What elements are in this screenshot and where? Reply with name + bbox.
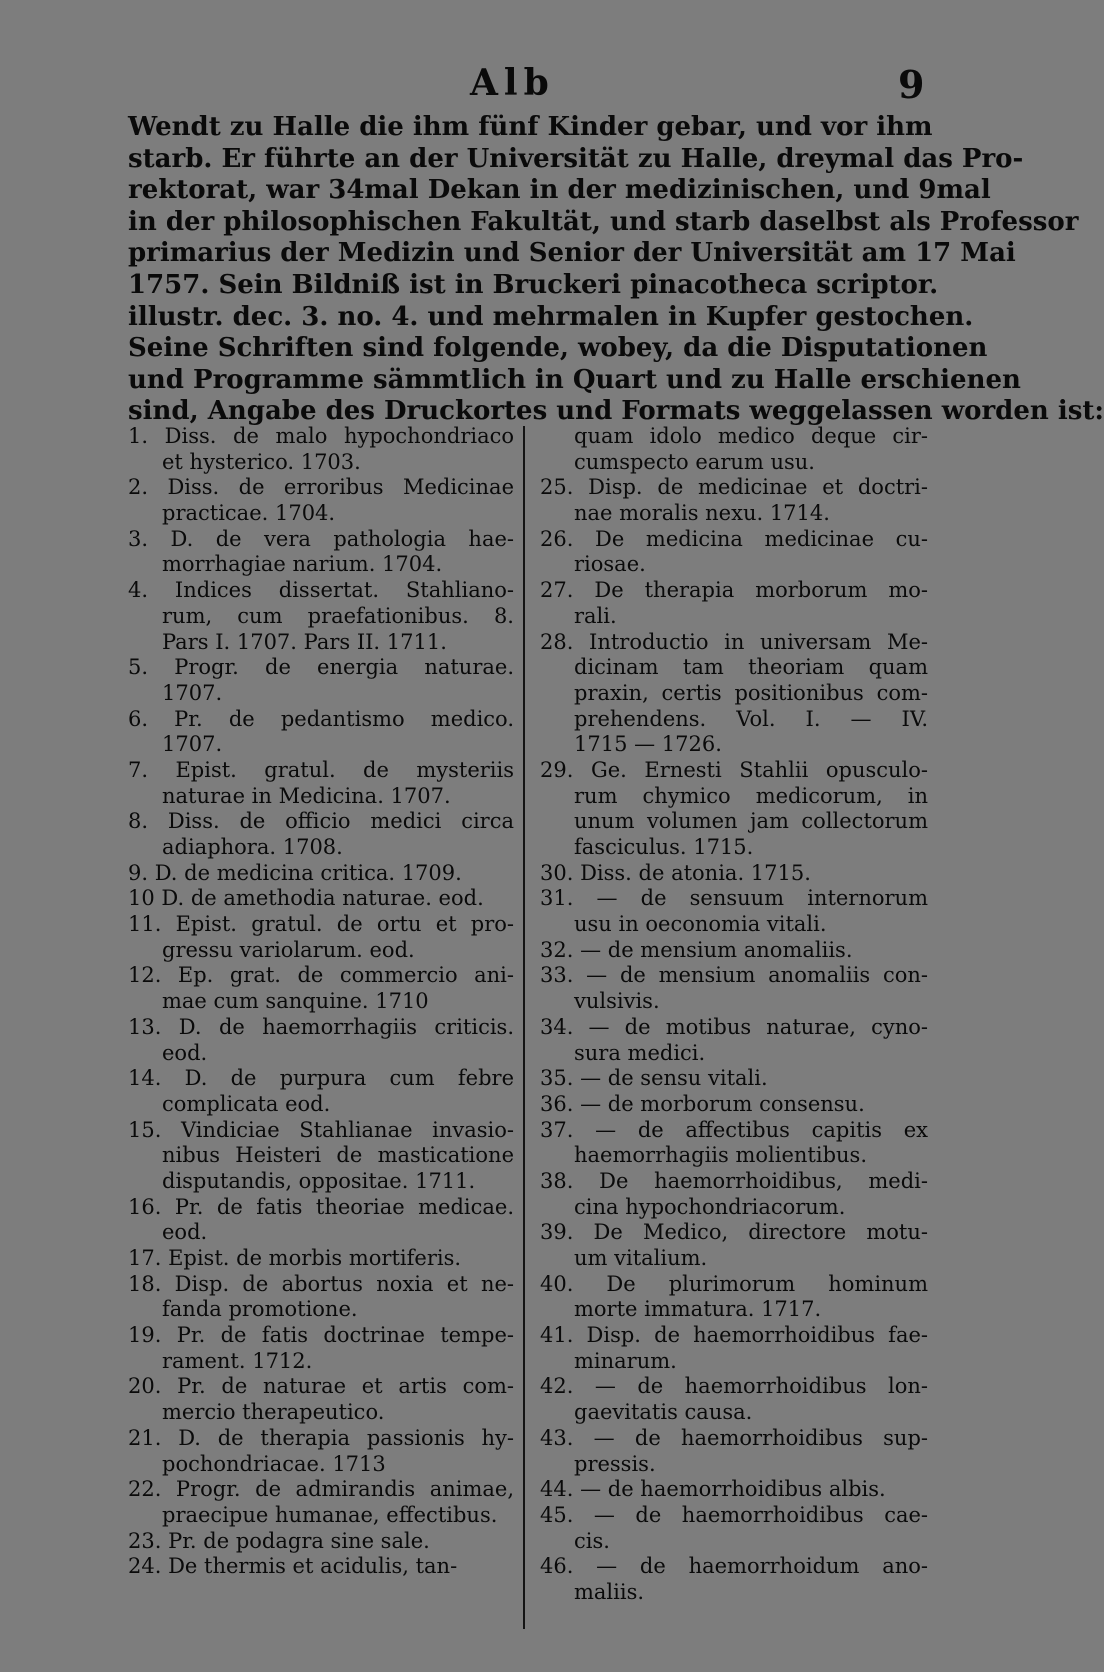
list-item xyxy=(128,424,514,475)
list-item xyxy=(128,1554,514,1580)
list-item-continuation: cis. xyxy=(574,1528,610,1553)
list-item xyxy=(128,1529,514,1555)
list-item xyxy=(540,1503,928,1554)
list-item xyxy=(540,1554,928,1605)
list-item xyxy=(128,527,514,578)
list-item xyxy=(540,1477,928,1503)
list-item xyxy=(540,1118,928,1169)
list-item-line: 5. Progr. de energia naturae. xyxy=(128,655,514,680)
list-item-continuation: nae moralis nexu. 1714. xyxy=(574,501,830,526)
list-item-line: 43. — de haemorrhoidibus sup- xyxy=(540,1425,928,1450)
list-item-continuation: quam idolo medico deque cir- xyxy=(574,424,928,448)
list-item-continuation: nibus Heisteri de masticatione xyxy=(162,1143,514,1168)
list-item-line: 18. Disp. de abortus noxia et ne- xyxy=(128,1271,514,1296)
list-item-line: 8. Diss. de officio medici circa xyxy=(128,809,514,834)
list-item xyxy=(540,963,928,1014)
list-item-continuation: minarum. xyxy=(574,1348,677,1373)
list-item xyxy=(540,1015,928,1066)
list-item-line: 27. De therapia morborum mo- xyxy=(540,578,928,603)
list-item-line: 19. Pr. de fatis doctrinae tempe- xyxy=(128,1323,514,1348)
list-item-continuation: fasciculus. 1715. xyxy=(574,835,754,859)
list-item xyxy=(128,1374,514,1425)
list-item-line: 24. De thermis et acidulis, tan- xyxy=(128,1554,458,1579)
list-item xyxy=(128,1477,514,1528)
list-item-line: 7. Epist. gratul. de mysteriis xyxy=(128,757,514,782)
list-item-line: 42. — de haemorrhoidibus lon- xyxy=(540,1374,928,1399)
list-item xyxy=(128,1195,514,1246)
list-item-continuation: adiaphora. 1708. xyxy=(162,835,343,859)
list-item-continuation: naturae in Medicina. 1707. xyxy=(162,783,451,808)
list-item xyxy=(128,1272,514,1323)
list-item-line: 45. — de haemorrhoidibus cae- xyxy=(540,1502,928,1527)
list-item-continuation: usu in oeconomia vitali. xyxy=(574,912,827,937)
list-item-continuation: haemorrhagiis molientibus. xyxy=(574,1143,867,1168)
list-item-continuation: praecipue humanae, effectibus. xyxy=(162,1502,498,1527)
intro-line: in der philosophischen Fakultät, und starb daselbst als Professor xyxy=(128,206,1079,237)
column-divider xyxy=(523,426,525,1629)
list-item xyxy=(128,1015,514,1066)
list-item xyxy=(540,1220,928,1271)
list-item-continuation: rum, cum praefationibus. 8. xyxy=(162,603,514,628)
list-item xyxy=(540,886,928,937)
list-item-continuation: dicinam tam theoriam quam xyxy=(574,655,928,680)
list-item-line: 10 D. de amethodia naturae. eod. xyxy=(128,886,484,911)
list-item-line: 26. De medicina medicinae cu- xyxy=(540,526,928,551)
list-item-continuation: rali. xyxy=(574,603,617,628)
list-item-continuation: 1715 — 1726. xyxy=(574,732,722,757)
list-item-line: 12. Ep. grat. de commercio ani- xyxy=(128,963,514,988)
list-item-continuation: cumspecto earum usu. xyxy=(574,449,815,474)
list-item xyxy=(128,861,514,887)
list-item-line: 21. D. de therapia passionis hy- xyxy=(128,1425,514,1450)
list-item-line: 6. Pr. de pedantismo medico. xyxy=(128,706,514,731)
list-item xyxy=(540,630,928,758)
list-item-line: 17. Epist. de morbis mortiferis. xyxy=(128,1246,462,1270)
list-item xyxy=(540,1374,928,1425)
list-item-line: 9. D. de medicina critica. 1709. xyxy=(128,860,462,885)
list-item-continuation: 1707. xyxy=(162,680,223,705)
list-item-continuation: vulsivis. xyxy=(574,989,660,1014)
list-item-line: 37. — de affectibus capitis ex xyxy=(540,1117,928,1142)
list-item-line: 40. De plurimorum hominum xyxy=(540,1271,928,1296)
list-item xyxy=(540,758,928,861)
list-item-continuation: et hysterico. 1703. xyxy=(162,449,361,474)
list-item xyxy=(128,475,514,526)
list-item-continuation: fanda promotione. xyxy=(162,1297,358,1322)
list-item-line: 13. D. de haemorrhagiis criticis. xyxy=(128,1014,514,1039)
intro-line: starb. Er führte an der Universität zu Halle, dreymal das Pro- xyxy=(128,143,1024,174)
list-item-line: 14. D. de purpura cum febre xyxy=(128,1066,514,1091)
list-item-continuation: 1707. xyxy=(162,732,223,757)
list-item-continuation: sura medici. xyxy=(574,1040,706,1065)
list-item-line: 32. — de mensium anomaliis. xyxy=(540,937,853,962)
list-item-line: 35. — de sensu vitali. xyxy=(540,1066,768,1091)
list-item-continuation: rum chymico medicorum, in xyxy=(574,783,928,808)
list-item xyxy=(540,1426,928,1477)
right-column-list xyxy=(540,424,928,1606)
list-item xyxy=(540,1066,928,1092)
list-item-line: 1. Diss. de malo hypochondriaco xyxy=(128,424,514,448)
list-item xyxy=(128,809,514,860)
list-item-line: 2. Diss. de erroribus Medicinae xyxy=(128,475,514,500)
list-item xyxy=(540,578,928,629)
list-item xyxy=(540,1323,928,1374)
list-item-continuation: disputandis, oppositae. 1711. xyxy=(162,1168,476,1193)
intro-line: sind, Angabe des Druckortes und Formats weggelassen worden ist: xyxy=(128,396,1104,427)
list-item xyxy=(128,578,514,655)
intro-line: 1757. Sein Bildniß ist in Bruckeri pinacotheca scriptor. xyxy=(128,269,939,300)
list-item-line: 34. — de motibus naturae, cyno- xyxy=(540,1014,928,1039)
list-item xyxy=(540,938,928,964)
list-item-line: 33. — de mensium anomaliis con- xyxy=(540,963,928,988)
list-item xyxy=(540,1169,928,1220)
running-head xyxy=(0,62,1000,110)
list-item-continuation: mercio therapeutico. xyxy=(162,1400,385,1425)
list-item xyxy=(128,912,514,963)
list-item-line: 46. — de haemorrhoidum ano- xyxy=(540,1554,928,1579)
list-item xyxy=(128,758,514,809)
list-item xyxy=(540,861,928,887)
list-item-line: 44. — de haemorrhoidibus albis. xyxy=(540,1477,886,1502)
list-item-line: 3. D. de vera pathologia hae- xyxy=(128,526,514,551)
list-item xyxy=(540,475,928,526)
list-item-line: 30. Diss. de atonia. 1715. xyxy=(540,860,811,885)
list-item xyxy=(540,1272,928,1323)
list-item xyxy=(128,707,514,758)
list-item-line: 36. — de morborum consensu. xyxy=(540,1091,865,1116)
list-item-continuation: eod. xyxy=(162,1220,208,1245)
intro-line: illustr. dec. 3. no. 4. und mehrmalen in Kupfer gestochen. xyxy=(128,301,974,332)
list-item-line: 39. De Medico, directore motu- xyxy=(540,1220,928,1245)
list-item-continuation: riosae. xyxy=(574,552,646,577)
list-item-line: 20. Pr. de naturae et artis com- xyxy=(128,1374,514,1399)
list-item-continuation: gaevitatis causa. xyxy=(574,1400,753,1425)
list-item-line: 22. Progr. de admirandis animae, xyxy=(128,1477,514,1502)
list-item xyxy=(128,1066,514,1117)
list-item-continuation: pochondriacae. 1713 xyxy=(162,1451,386,1476)
list-item-line: 29. Ge. Ernesti Stahlii opusculo- xyxy=(540,757,928,782)
list-item-continuation: cina hypochondriacorum. xyxy=(574,1194,846,1219)
list-item-line: 38. De haemorrhoidibus, medi- xyxy=(540,1168,928,1193)
list-item xyxy=(128,1426,514,1477)
intro-line: Seine Schriften sind folgende, wobey, da die Disputationen xyxy=(128,333,988,364)
list-item-continuation: rament. 1712. xyxy=(162,1348,313,1373)
list-item-continuation: unum volumen jam collectorum xyxy=(574,809,928,834)
list-item xyxy=(128,1118,514,1195)
list-item xyxy=(128,1246,514,1272)
list-item-continuation: gressu variolarum. eod. xyxy=(162,937,415,962)
list-item-continuation: practicae. 1704. xyxy=(162,501,336,526)
list-item-line: 4. Indices dissertat. Stahliano- xyxy=(128,578,514,603)
list-item-line: 15. Vindiciae Stahlianae invasio- xyxy=(128,1117,514,1142)
list-item-line: 25. Disp. de medicinae et doctri- xyxy=(540,475,928,500)
list-item xyxy=(540,527,928,578)
running-head-title: Alb xyxy=(470,62,555,104)
list-item-line: 16. Pr. de fatis theoriae medicae. xyxy=(128,1194,514,1219)
list-item-continuation: morte immatura. 1717. xyxy=(574,1297,822,1322)
list-item-line: 23. Pr. de podagra sine sale. xyxy=(128,1528,430,1553)
list-item-continuation: Pars I. 1707. Pars II. 1711. xyxy=(162,629,447,654)
intro-paragraph xyxy=(128,112,1104,428)
list-item xyxy=(128,886,514,912)
list-item xyxy=(128,1323,514,1374)
intro-line: primarius der Medizin und Senior der Universität am 17 Mai xyxy=(128,238,1016,269)
intro-line: rektorat, war 34mal Dekan in der medizinischen, und 9mal xyxy=(128,175,991,206)
left-column-list xyxy=(128,424,514,1580)
list-item-line: 11. Epist. gratul. de ortu et pro- xyxy=(128,912,514,937)
list-item-continuation: maliis. xyxy=(574,1579,645,1604)
list-item xyxy=(540,424,928,475)
list-item-continuation: mae cum sanquine. 1710 xyxy=(162,989,429,1014)
intro-line: und Programme sämmtlich in Quart und zu Halle erschienen xyxy=(128,364,1021,395)
page-number: 9 xyxy=(898,62,925,107)
list-item xyxy=(540,1092,928,1118)
list-item xyxy=(128,655,514,706)
list-item xyxy=(128,963,514,1014)
list-item-continuation: complicata eod. xyxy=(162,1091,331,1116)
list-item-continuation: prehendens. Vol. I. — IV. xyxy=(574,706,928,731)
list-item-continuation: pressis. xyxy=(574,1451,656,1476)
intro-line: Wendt zu Halle die ihm fünf Kinder gebar, und vor ihm xyxy=(128,112,933,142)
list-item-continuation: praxin, certis positionibus com- xyxy=(574,680,928,705)
list-item-continuation: morrhagiae narium. 1704. xyxy=(162,552,443,577)
list-item-continuation: um vitalium. xyxy=(574,1246,708,1270)
list-item-line: 28. Introductio in universam Me- xyxy=(540,629,928,654)
list-item-continuation: eod. xyxy=(162,1040,208,1065)
list-item-line: 31. — de sensuum internorum xyxy=(540,886,928,911)
list-item-line: 41. Disp. de haemorrhoidibus fae- xyxy=(540,1323,928,1348)
